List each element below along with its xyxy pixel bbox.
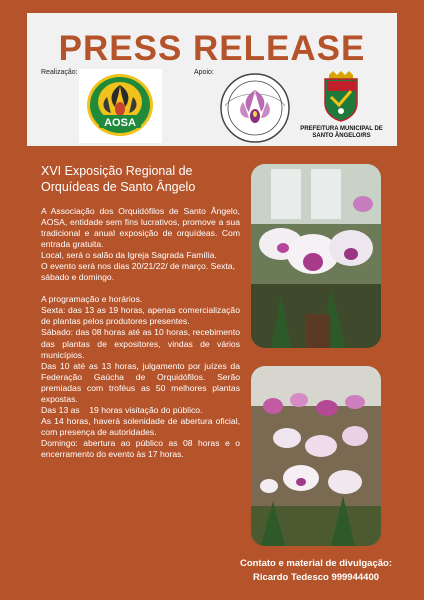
julgamento-paragraph: Das 10 até as 13 horas, julgamento por juízes da Federação Gaúcha de Orquidófilos. Serão premiadas com troféus as 50 melhores plantas expostas.: [41, 360, 240, 404]
sexta-paragraph: Sexta: das 13 as 19 horas, apenas comercialização de plantas pelos produtores presentes.: [41, 305, 240, 327]
local-paragraph: Local, será o salão da Igreja Sagrada Família.: [41, 250, 217, 261]
realizacao-label: Realização:: [41, 69, 78, 76]
aosa-logo-text: AOSA: [104, 117, 136, 129]
article-body: [41, 206, 240, 460]
program-heading: A programação e horários.: [41, 294, 143, 305]
domingo-paragraph: Domingo: abertura ao público as 08 horas e o encerramento do evento às 17 horas.: [41, 437, 240, 459]
headline-line-1: XVI Exposição Regional de: [41, 164, 193, 178]
intro-paragraph: A Associação dos Orquidófilos de Santo Ângelo, AOSA, entidade sem fins lucrativos, promove a sua tradicional e anual exposição de orquídeas. Com entrada gratuita.: [41, 206, 240, 250]
aosa-logo: [79, 69, 162, 143]
prefeitura-line-2: SANTO ÂNGELO/RS: [312, 133, 371, 139]
page-title: PRESS RELEASE: [58, 29, 366, 68]
orquidofilos-support-logo: [215, 70, 295, 146]
solenidade-paragraph: As 14 horas, haverá solenidade de abertura oficial, com presença de autoridades.: [41, 415, 240, 437]
sabado-paragraph: Sábado: das 08 horas até as 10 horas, recebimento das plantas de expositores, vindas de vários municípios.: [41, 327, 240, 360]
contact-line-1: Contato e material de divulgação:: [239, 558, 393, 569]
prefeitura-logo: [299, 69, 384, 145]
prefeitura-line-1: PREFEITURA MUNICIPAL DE: [300, 126, 383, 132]
contact-line-2: Ricardo Tedesco 999944400: [252, 572, 380, 583]
orchid-photo-top: [251, 164, 381, 348]
dates-paragraph: O evento será nos dias 20/21/22/ de março. Sexta, sábado e domingo.: [41, 261, 235, 283]
contact-block: [222, 557, 410, 585]
article-headline: [41, 163, 241, 195]
orchid-photo-bottom: [251, 366, 381, 546]
apoio-label: Apoio:: [194, 69, 214, 76]
header-panel: [27, 13, 397, 146]
visitacao-paragraph: Das 13 as 19 horas visitação do público.: [41, 404, 203, 415]
headline-line-2: Orquídeas de Santo Ângelo: [41, 180, 196, 194]
